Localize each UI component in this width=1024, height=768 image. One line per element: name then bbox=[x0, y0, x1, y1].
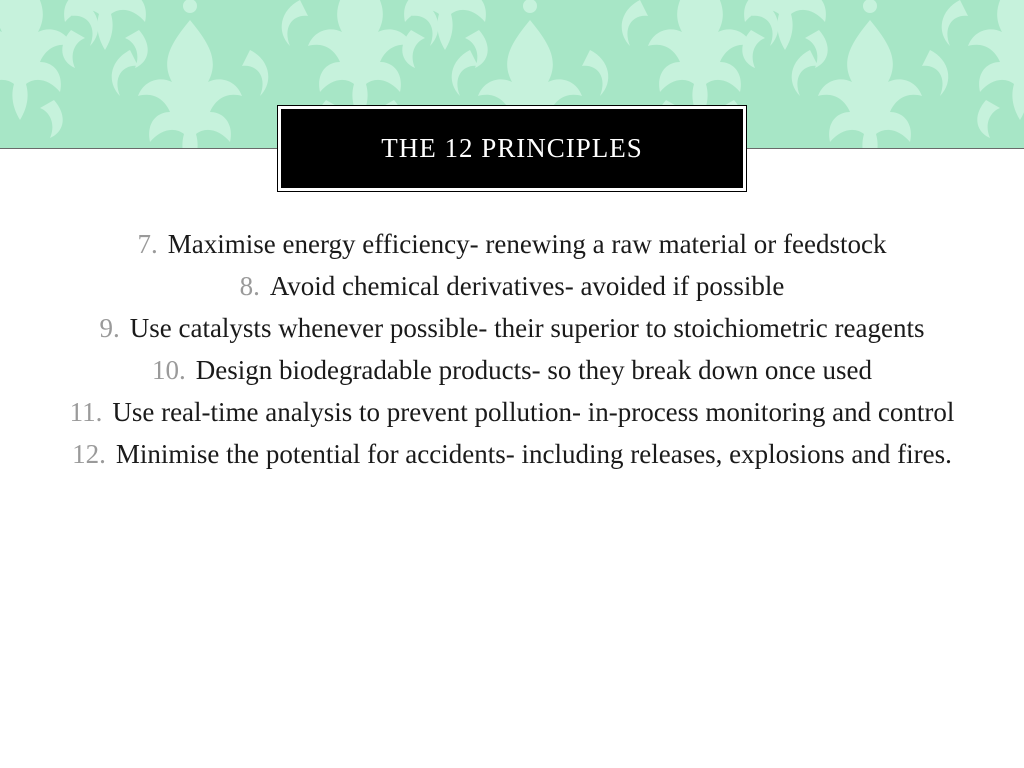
list-item bbox=[60, 312, 964, 344]
title-panel bbox=[280, 108, 744, 189]
slide-title: THE 12 PRINCIPLES bbox=[381, 133, 643, 163]
item-text: Use real-time analysis to prevent pollution- in-process monitoring and control bbox=[112, 397, 955, 427]
item-number: 12. bbox=[72, 439, 106, 469]
item-text: Design biodegradable products- so they break down once used bbox=[195, 355, 873, 385]
item-text: Use catalysts whenever possible- their superior to stoichiometric reagents bbox=[129, 313, 925, 343]
item-number: 11. bbox=[69, 397, 103, 427]
list-item bbox=[60, 228, 964, 260]
list-item bbox=[60, 396, 964, 428]
item-text: Avoid chemical derivatives- avoided if possible bbox=[269, 271, 785, 301]
list-item bbox=[60, 270, 964, 302]
title-frame bbox=[277, 105, 747, 192]
item-number: 7. bbox=[137, 229, 158, 259]
list-item bbox=[60, 438, 964, 470]
item-number: 10. bbox=[151, 355, 186, 385]
list-item bbox=[60, 354, 964, 386]
item-text: Maximise energy efficiency- renewing a raw material or feedstock bbox=[167, 229, 887, 259]
item-number: 8. bbox=[239, 271, 260, 301]
principles-list bbox=[60, 228, 964, 480]
item-number: 9. bbox=[99, 313, 120, 343]
item-text: Minimise the potential for accidents- including releases, explosions and fires. bbox=[115, 439, 952, 469]
